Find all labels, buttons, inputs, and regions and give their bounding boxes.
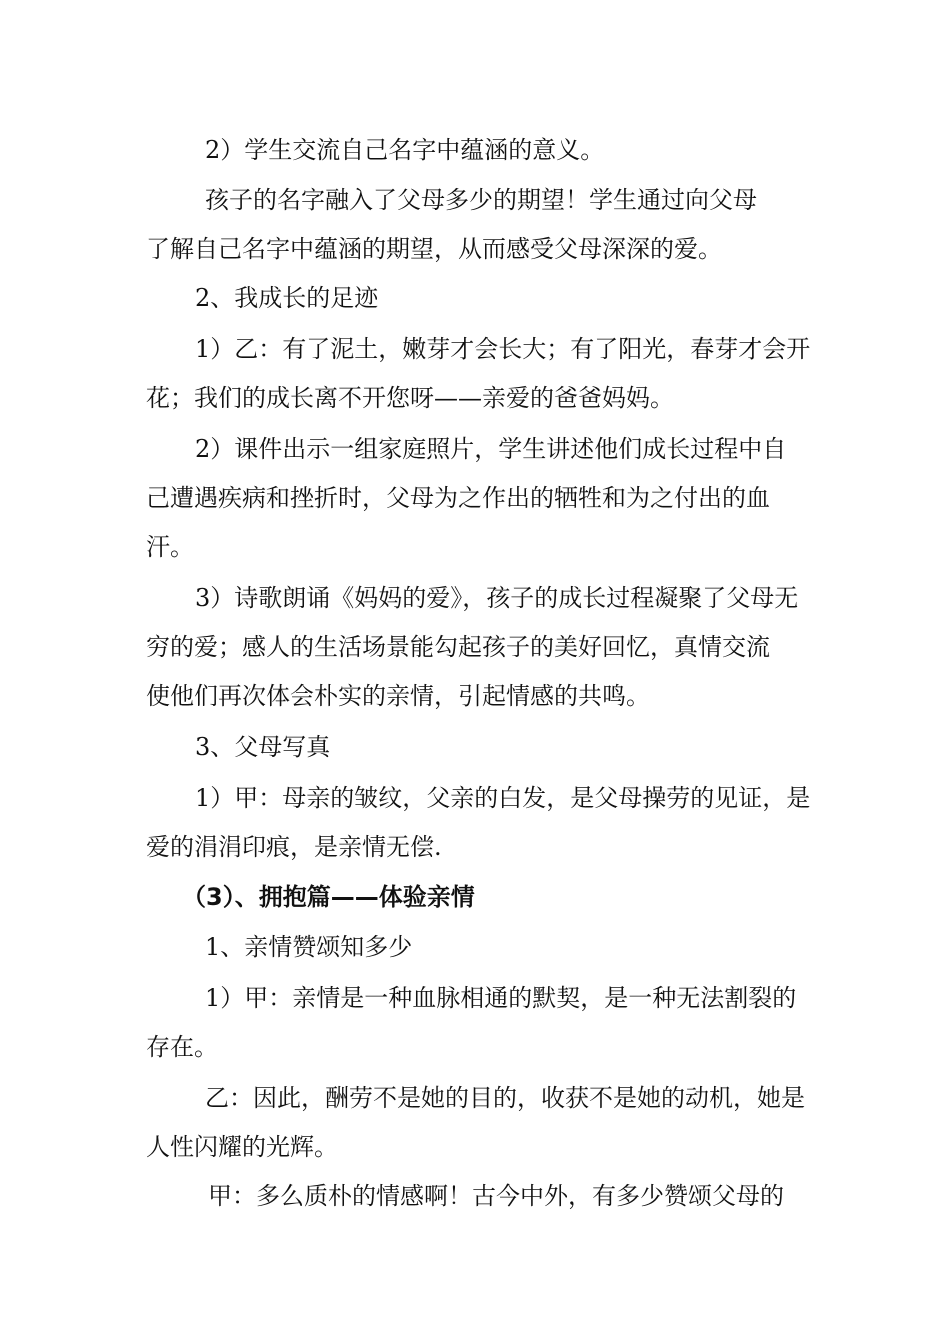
text-line: 花；我们的成长离不开您呀——亲爱的爸爸妈妈。 [146,384,674,412]
text-line: 1）乙：有了泥土，嫩芽才会长大；有了阳光，春芽才会开 [195,335,811,363]
section-heading: 2、我成长的足迹 [195,284,379,312]
chapter-heading: （3）、拥抱篇——体验亲情 [182,883,475,911]
text-line: 乙：因此，酬劳不是她的目的，收获不是她的动机，她是 [205,1084,805,1112]
text-line: 甲：多么质朴的情感啊！古今中外，有多少赞颂父母的 [208,1182,784,1210]
text-line: 爱的涓涓印痕，是亲情无偿. [146,833,442,861]
section-heading: 1、亲情赞颂知多少 [205,933,413,961]
text-line: 2）课件出示一组家庭照片，学生讲述他们成长过程中自 [195,435,787,463]
text-line: 存在。 [146,1033,218,1061]
text-line: 己遭遇疾病和挫折时，父母为之作出的牺牲和为之付出的血 [146,484,770,512]
text-line: 2）学生交流自己名字中蕴涵的意义。 [205,136,605,164]
text-line: 3）诗歌朗诵《妈妈的爱》，孩子的成长过程凝聚了父母无 [195,584,799,612]
text-line: 孩子的名字融入了父母多少的期望！学生通过向父母 [205,186,757,214]
text-line: 1）甲：亲情是一种血脉相通的默契，是一种无法割裂的 [205,984,797,1012]
text-line: 了解自己名字中蕴涵的期望，从而感受父母深深的爱。 [146,235,722,263]
text-line: 穷的爱；感人的生活场景能勾起孩子的美好回忆，真情交流 [146,633,770,661]
text-line: 1）甲：母亲的皱纹，父亲的白发，是父母操劳的见证，是 [195,784,811,812]
text-line: 人性闪耀的光辉。 [146,1133,338,1161]
text-line: 使他们再次体会朴实的亲情，引起情感的共鸣。 [146,682,650,710]
text-line: 汗。 [146,533,194,561]
section-heading: 3、父母写真 [195,733,331,761]
